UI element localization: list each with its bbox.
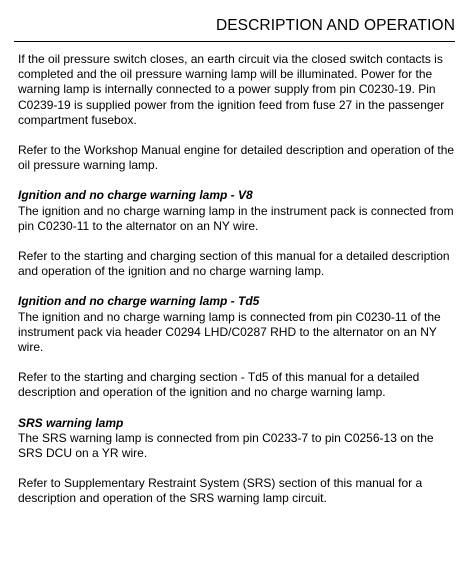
document-body xyxy=(18,52,458,507)
section-note-td5: Refer to the starting and charging section - Td5 of this manual for a detailed description and operation of the ignition and no charge warning lamp. xyxy=(18,370,420,400)
intro-paragraph: If the oil pressure switch closes, an earth circuit via the closed switch contacts is completed and the oil pressure warning lamp will be illuminated. Power for the warning lamp is internally connected to a power supply from pin C0230-19. Pin C0239-19 is supplied power from the ignition feed from fuse 27 in the passenger compartment fusebox. xyxy=(18,52,445,127)
workshop-reference-paragraph: Refer to the Workshop Manual engine for detailed description and operation of the oil pressure warning lamp. xyxy=(18,143,455,173)
section-heading-v8: Ignition and no charge warning lamp - V8 xyxy=(18,188,253,203)
page-header-title: DESCRIPTION AND OPERATION xyxy=(215,17,455,34)
section-body-td5: The ignition and no charge warning lamp is connected from pin C0230-11 of the instrument pack via header C0294 LHD/C0287 RHD to the alternator on an NY wire. xyxy=(18,309,441,355)
section-body-v8: The ignition and no charge warning lamp in the instrument pack is connected from pin C0230-11 to the alternator on an NY wire. xyxy=(18,203,454,233)
section-note-v8: Refer to the starting and charging section of this manual for a detailed description and operation of the ignition and no charge warning lamp. xyxy=(18,249,450,279)
section-body-srs: The SRS warning lamp is connected from pin C0233-7 to pin C0256-13 on the SRS DCU on a YR wire. xyxy=(18,430,434,461)
header-divider xyxy=(14,41,455,42)
section-heading-srs: SRS warning lamp xyxy=(18,415,124,430)
section-note-srs: Refer to Supplementary Restraint System (SRS) section of this manual for a description and operation of the SRS warning lamp circuit. xyxy=(18,476,423,506)
section-heading-td5: Ignition and no charge warning lamp - Td5 xyxy=(18,294,260,309)
